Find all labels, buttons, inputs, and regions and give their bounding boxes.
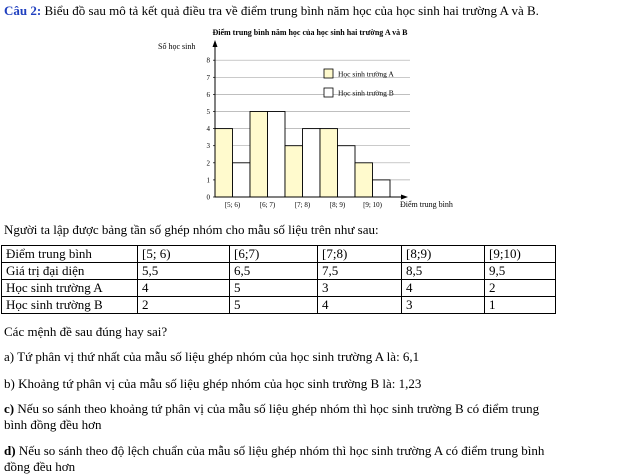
question-text: Biểu đồ sau mô tả kết quả điều tra về điểm trung bình năm học của học sinh hai trường A và B.: [44, 3, 539, 18]
bar-b: [338, 146, 356, 197]
table-cell: [8;9): [402, 246, 485, 263]
legend-swatch: [324, 69, 333, 78]
table-cell: 8,5: [402, 263, 485, 280]
table-cell: [9;10): [485, 246, 556, 263]
table-cell: 5: [230, 280, 318, 297]
frequency-table: [1, 245, 556, 314]
y-tick-label: 4: [206, 125, 210, 134]
legend-label: Học sinh trường A: [338, 69, 394, 79]
statement-d-cont: đồng đều hơn: [4, 459, 76, 474]
histogram-chart: [0, 0, 621, 220]
y-axis-arrow-icon: [213, 40, 218, 47]
table-row: [2, 297, 556, 314]
x-tick-label: [9; 10): [363, 201, 382, 209]
statement-a: a) Tứ phân vị thứ nhất của mẫu số liệu ghép nhóm của học sinh trường A là: 6,1: [4, 349, 420, 364]
bar-b: [268, 112, 286, 198]
x-tick-label: [7; 8): [294, 201, 311, 209]
prompt-text: Các mệnh đề sau đúng hay sai?: [4, 324, 168, 339]
bar-a: [215, 129, 233, 197]
table-cell: 5: [230, 297, 318, 314]
table-cell: 7,5: [318, 263, 402, 280]
bar-a: [250, 112, 268, 198]
table-row: [2, 280, 556, 297]
table-cell: 6,5: [230, 263, 318, 280]
y-axis-label: Số học sinh: [158, 42, 196, 51]
table-cell: [6;7): [230, 246, 318, 263]
table-cell: [5; 6): [138, 246, 230, 263]
bar-a: [285, 146, 303, 197]
table-cell: Giá trị đại diện: [2, 263, 138, 280]
table-cell: 2: [138, 297, 230, 314]
y-tick-label: 2: [206, 159, 210, 168]
intro-text: Người ta lập được bảng tần số ghép nhóm cho mẫu số liệu trên như sau:: [4, 222, 379, 237]
table-cell: 1: [485, 297, 556, 314]
y-tick-label: 8: [206, 56, 210, 65]
table-cell: 4: [402, 280, 485, 297]
table-cell: [7;8): [318, 246, 402, 263]
x-tick-label: [5; 6): [224, 201, 241, 209]
legend-label: Học sinh trường B: [338, 88, 394, 98]
bar-b: [303, 129, 321, 197]
y-tick-label: 1: [206, 176, 210, 185]
x-tick-label: [8; 9): [329, 201, 346, 209]
statement-b: b) Khoảng tứ phân vị của mẫu số liệu ghép nhóm của học sinh trường B là: 1,23: [4, 376, 422, 391]
table-cell: 4: [138, 280, 230, 297]
bar-b: [233, 163, 251, 197]
table-row: [2, 246, 556, 263]
question-label: Câu 2:: [4, 3, 42, 18]
statement-c-cont: bình đồng đều hơn: [4, 417, 102, 432]
x-tick-label: [6; 7): [259, 201, 276, 209]
table-cell: 5,5: [138, 263, 230, 280]
y-tick-label: 0: [206, 193, 210, 202]
legend-swatch: [324, 88, 333, 97]
x-axis-label: Điểm trung bình: [400, 200, 453, 209]
statement-c: c) Nếu so sánh theo khoảng tứ phân vị của mẫu số liệu ghép nhóm thì học sinh trường B có điểm trung: [4, 401, 540, 416]
table-cell: Học sinh trường B: [2, 297, 138, 314]
table-cell: Học sinh trường A: [2, 280, 138, 297]
y-tick-label: 6: [206, 90, 210, 99]
y-tick-label: 5: [206, 108, 210, 116]
table-cell: 2: [485, 280, 556, 297]
table-cell: 9,5: [485, 263, 556, 280]
table-cell: 4: [318, 297, 402, 314]
table-cell: 3: [318, 280, 402, 297]
y-tick-label: 7: [206, 73, 210, 82]
bar-b: [373, 180, 391, 197]
statement-d: d) Nếu so sánh theo độ lệch chuẩn của mẫu số liệu ghép nhóm thì học sinh trường A có điểm trung bình: [4, 443, 545, 458]
table-row: [2, 263, 556, 280]
chart-title: Điểm trung bình năm học của học sinh hai trường A và B: [212, 28, 408, 37]
table-cell: Điểm trung bình: [2, 246, 138, 263]
y-tick-label: 3: [206, 142, 210, 151]
bar-a: [320, 129, 338, 197]
bar-a: [355, 163, 373, 197]
x-axis-arrow-icon: [401, 195, 408, 200]
table-cell: 3: [402, 297, 485, 314]
